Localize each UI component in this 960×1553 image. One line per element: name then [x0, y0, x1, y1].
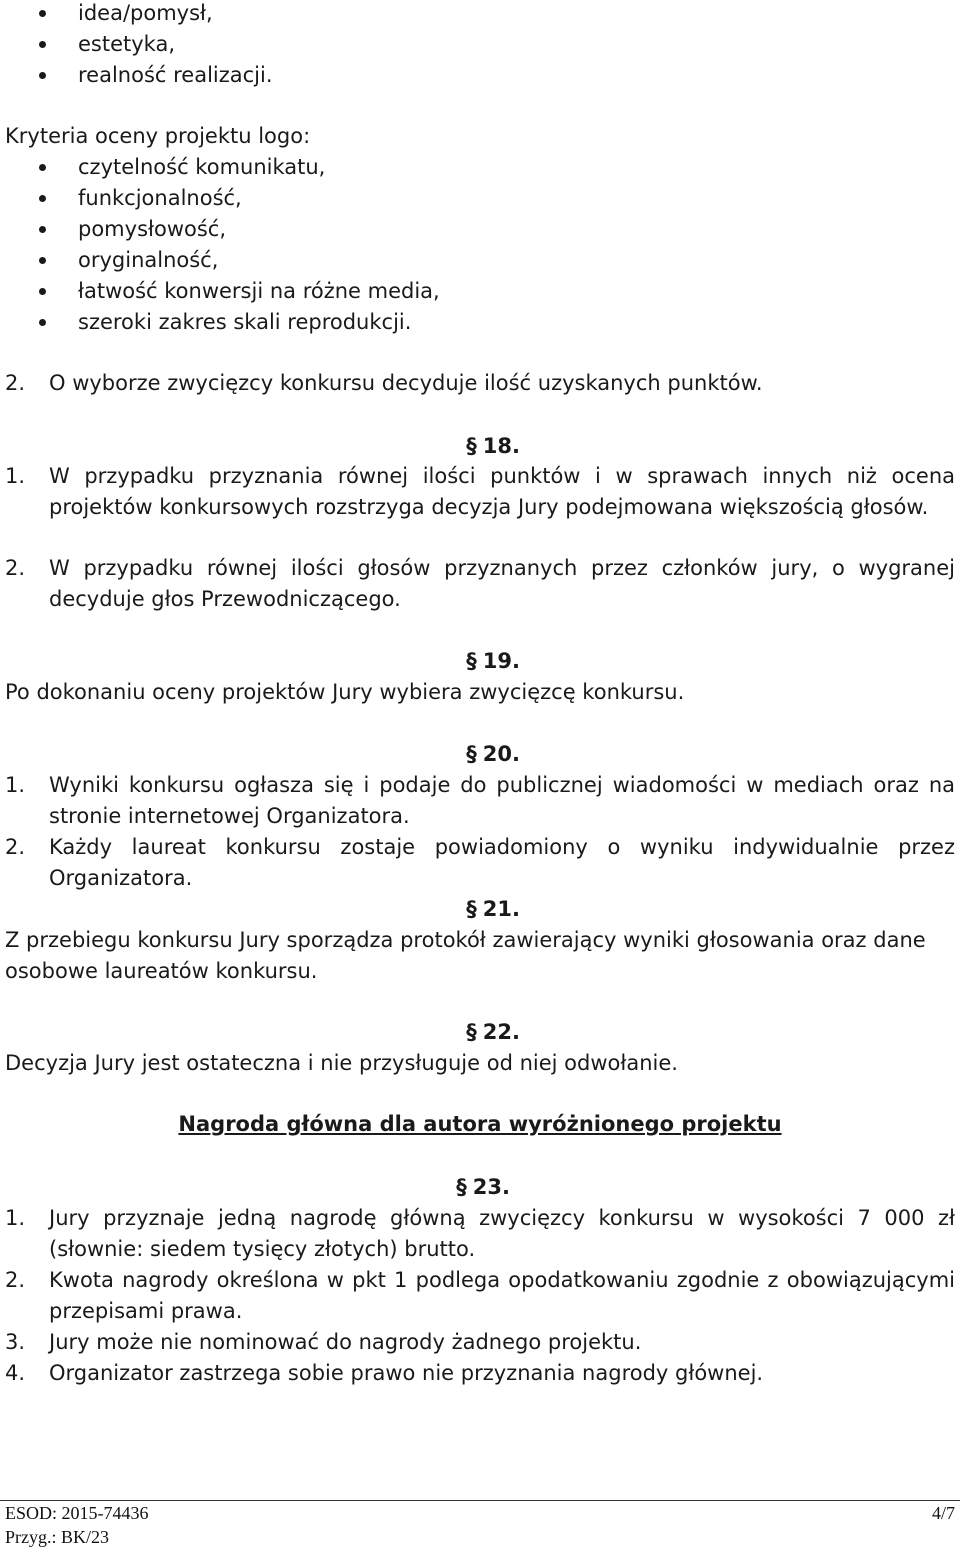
document-page: idea/pomysł, estetyka, realność realizacji. Kryteria oceny projektu logo: czytelność komunikatu, funkcjonalność, pomysłowość, oryginalność, łatwość konwersji na różne media, szeroki zakres skali reprodukcji. 2. O wyborze zwycięzcy konkursu decyduje ilość uzyskanych punktów. § 18. 1. W przypadku przyznania równej ilości punktów i w sprawach innych niż ocena projektów konkursowych rozstrzyga decyzja Jury podejmowana większością głosów. 2. W przypadku równej ilości głosów przyznanych przez członków jury, o wygranej decyduje głos Przewodniczącego. § 19. Po dokonaniu oceny projektów Jury wybiera zwycięzcę konkursu. § 20. 1. Wyniki konkursu ogłasza się i podaje do publicznej wiadomości w mediach oraz na stronie internetowej Organizatora. 2. Każdy laureat konkursu zostaje powiadomiony o wyniku indywidualnie przez Organizatora. § 21. Z przebiegu konkursu Jury sporządza protokół zawierający wyniki głosowania oraz dane osobowe laureatów konkursu. § 22. Decyzja Jury jest ostateczna i nie przysługuje od niej odwołanie. Nagroda główna dla autora wyróżnionego projektu § 23. 1. Jury przyznaje jedną nagrodę główną zwycięzcy konkursu w wysokości 7 000 zł (słownie: siedem tysięcy złotych) brutto. 2. Kwota nagrody określona w pkt 1 podlega opodatkowaniu zgodnie z obowiązującymi przepisami prawa. 3. Jury może nie nominować do nagrody żadnego projektu. 4. Organizator zastrzega sobie prawo nie przyznania nagrody głównej. ESOD: 2015-74436 4/7 Przyg.: BK/23: [0, 0, 960, 1553]
bullet-icon: [39, 164, 46, 171]
footer-esod: ESOD: 2015-74436: [5, 1503, 149, 1523]
paragraph-text: Decyzja Jury jest ostateczna i nie przysługuje od niej odwołanie.: [5, 1051, 678, 1075]
paragraph-number-20: § 20.: [466, 742, 520, 766]
bullet-icon: [39, 226, 46, 233]
footer-divider: [0, 1500, 960, 1501]
logo-criteria-title: Kryteria oceny projektu logo:: [5, 124, 311, 148]
bullet-icon: [39, 257, 46, 264]
paragraph-text: Z przebiegu konkursu Jury sporządza protokół zawierający wyniki głosowania oraz dane osobowe laureatów konkursu.: [5, 928, 926, 983]
bullet-icon: [39, 195, 46, 202]
bullet-icon: [39, 288, 46, 295]
paragraph-number-21: § 21.: [466, 897, 520, 921]
bullet-icon: [39, 10, 46, 17]
paragraph-number-19: § 19.: [466, 649, 520, 673]
bullet-icon: [39, 72, 46, 79]
paragraph-number-23: § 23.: [456, 1175, 510, 1199]
footer-page-number: 4/7: [931, 1503, 955, 1523]
paragraph-number-22: § 22.: [466, 1020, 520, 1044]
numbered-item: 2. O wyborze zwycięzcy konkursu decyduje ilość uzyskanych punktów.: [5, 371, 763, 395]
paragraph-number-18: § 18.: [466, 434, 520, 458]
bullet-icon: [39, 319, 46, 326]
paragraph-text: Po dokonaniu oceny projektów Jury wybiera zwycięzcę konkursu.: [5, 680, 685, 704]
section-heading: Nagroda główna dla autora wyróżnionego projektu: [178, 1112, 782, 1136]
footer-prepared-by: Przyg.: BK/23: [5, 1527, 110, 1547]
bullet-icon: [39, 41, 46, 48]
